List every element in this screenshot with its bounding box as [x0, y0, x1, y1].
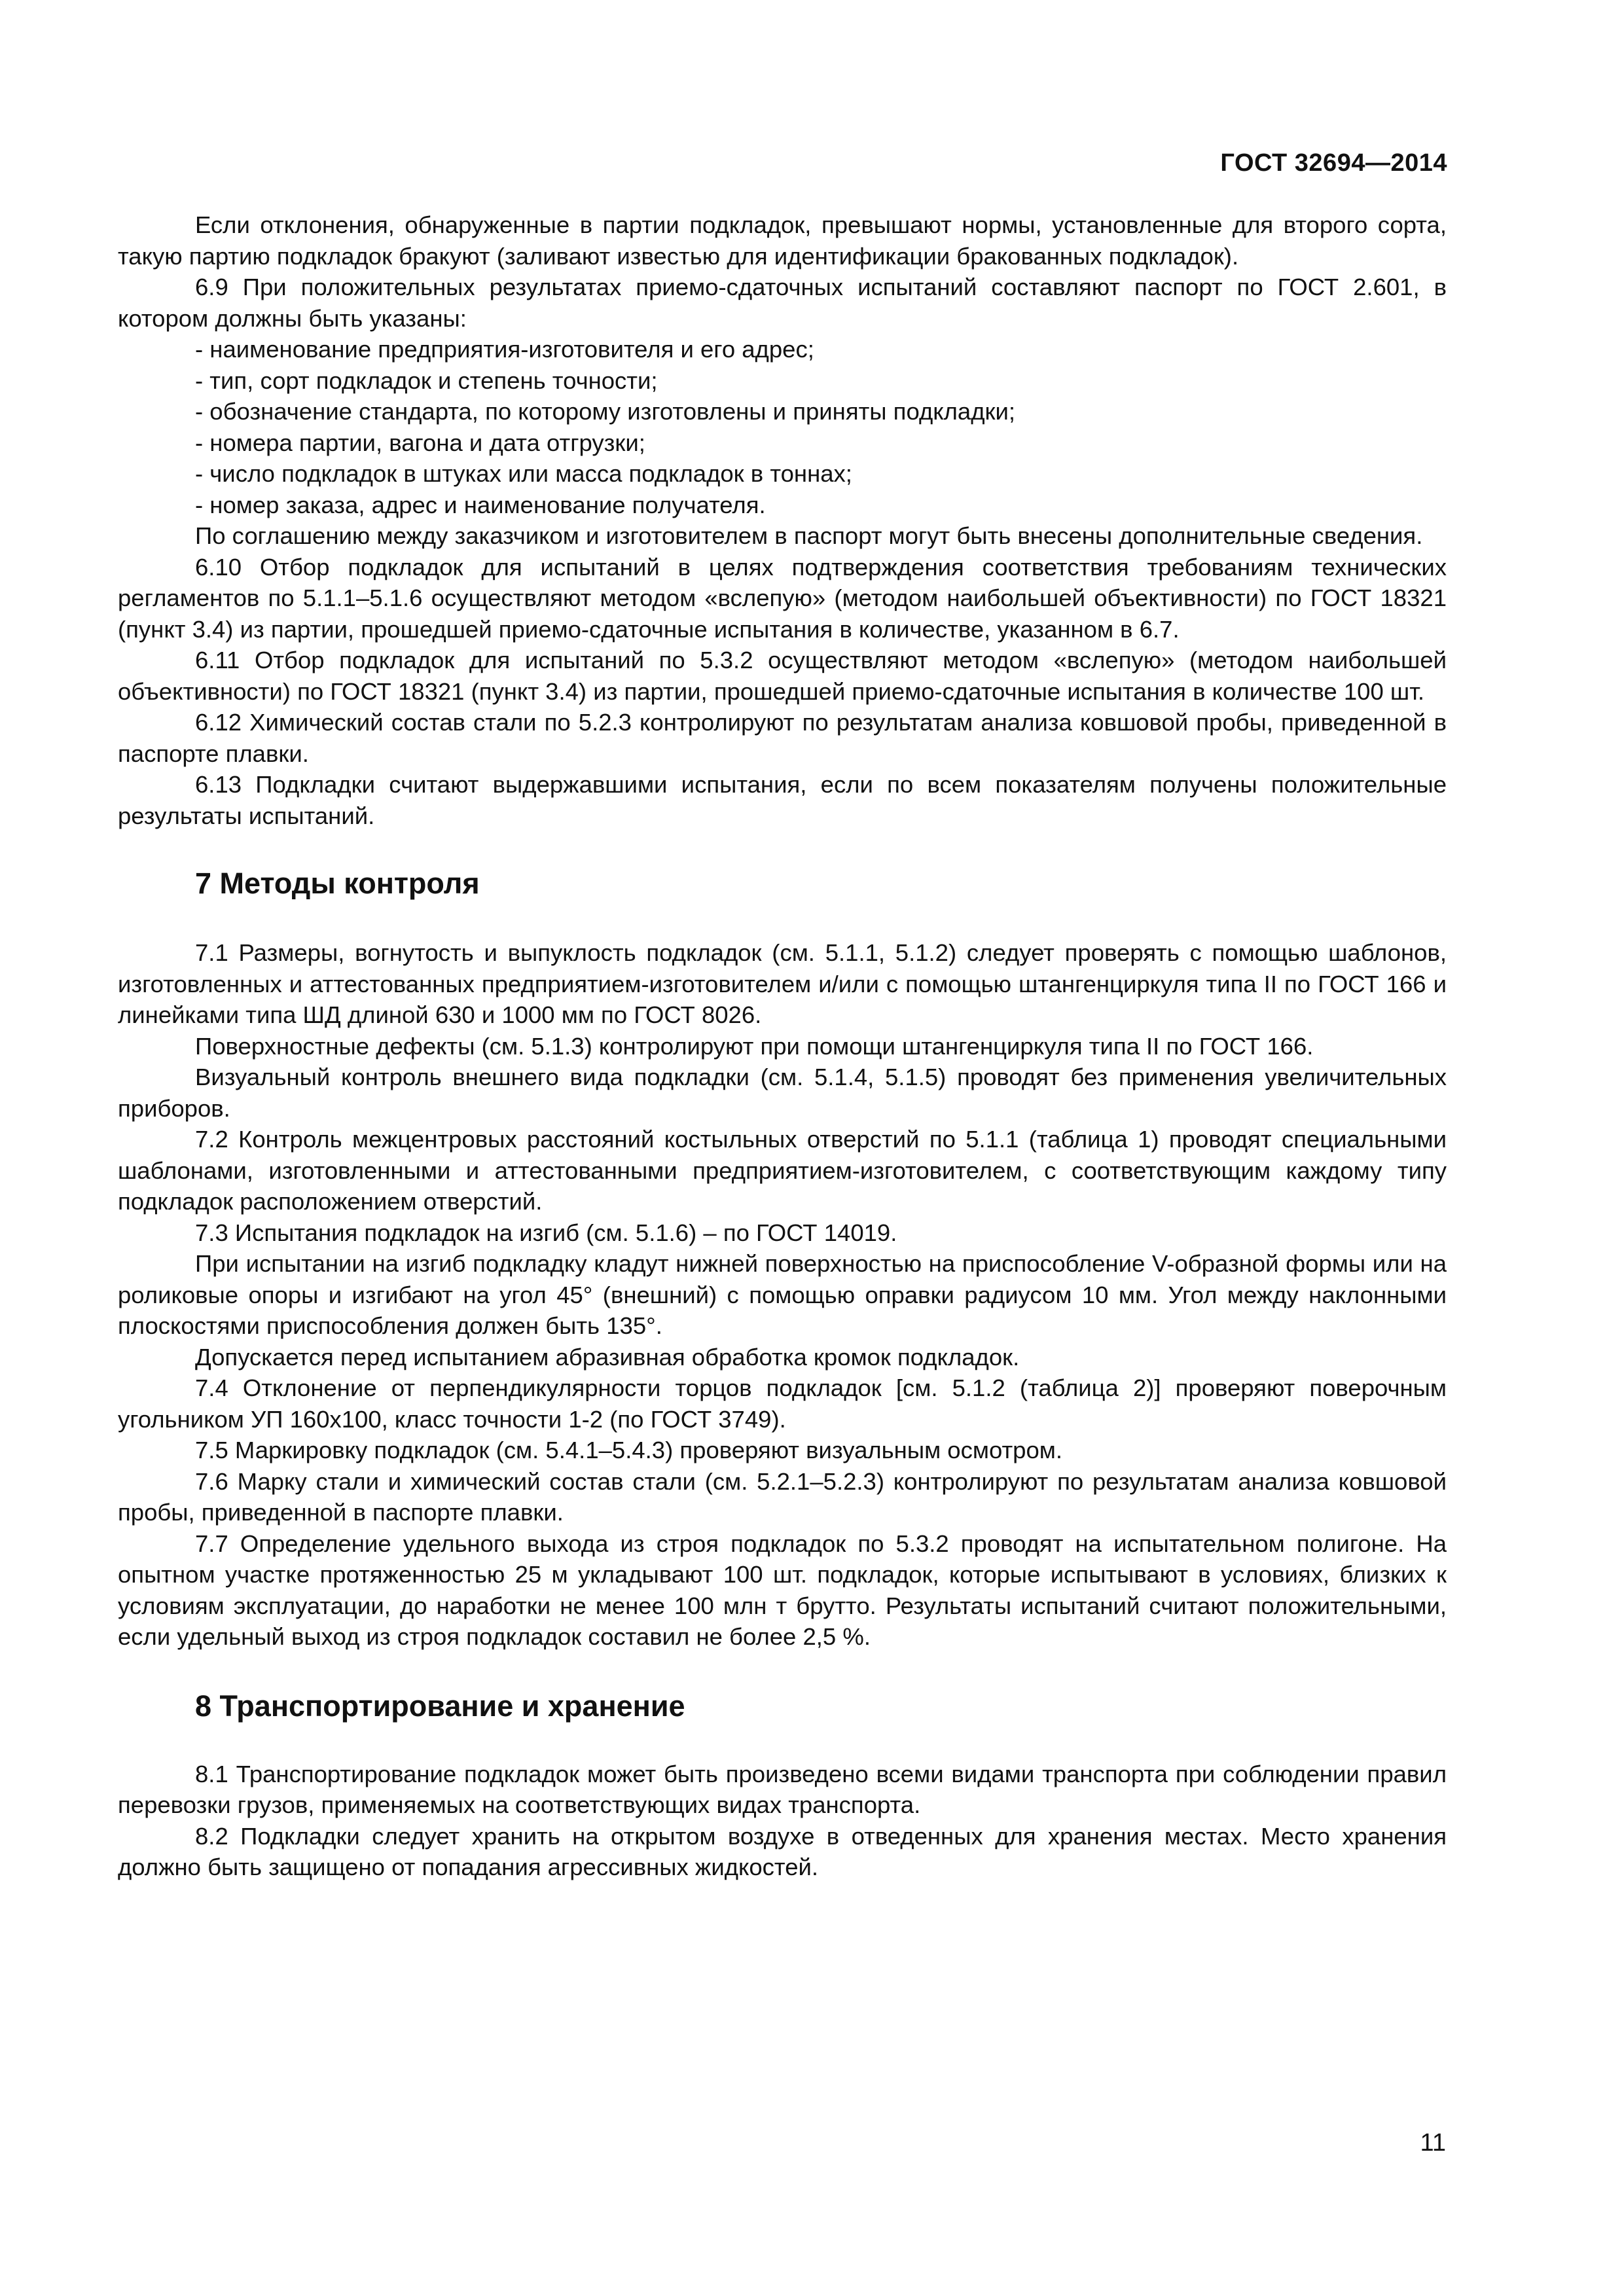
list-item: - число подкладок в штуках или масса подкладок в тоннах; [195, 460, 852, 487]
paragraph-7-7: 7.7 Определение удельного выхода из строя подкладок по 5.3.2 проводят на испытательном полигоне. На опытном участке протяженностью 25 м укладывают 100 шт. подкладок, которые испытывают в условиях, близких к условиям эксплуатации, до наработки не менее 100 млн т брутто. Результаты испытаний считают положительными, если удельный выход из строя подкладок составил не более 2,5 %. [118, 1530, 1447, 1650]
paragraph-8-2: 8.2 Подкладки следует хранить на открытом воздухе в отведенных для хранения местах. Место хранения должно быть защищено от попадания агрессивных жидкостей. [118, 1822, 1447, 1880]
paragraph-6-10: 6.10 Отбор подкладок для испытаний в целях подтверждения соответствия требованиям технических регламентов по 5.1.1–5.1.6 осуществляют методом «вслепую» (методом наибольшей объективности) по ГОСТ 18321 (пункт 3.4) из партии, прошедшей приемо-сдаточные испытания в количестве, указанном в 6.7. [118, 553, 1447, 643]
paragraph-7-3-abrasive: Допускается перед испытанием абразивная обработка кромок подкладок. [195, 1343, 1020, 1371]
document-header: ГОСТ 32694—2014 [1220, 149, 1447, 177]
list-item: - наименование предприятия-изготовителя и его адрес; [195, 336, 814, 363]
paragraph-7-1-visual: Визуальный контроль внешнего вида подкладки (см. 5.1.4, 5.1.5) проводят без применения увеличительных приборов. [118, 1064, 1447, 1122]
page-number: 11 [1420, 2129, 1446, 2157]
paragraph-intro: Если отклонения, обнаруженные в партии подкладок, превышают нормы, установленные для второго сорта, такую партию подкладок бракуют (заливают известью для идентификации бракованных подкладок). [118, 211, 1447, 270]
list-item: - тип, сорт подкладок и степень точности; [195, 367, 658, 394]
paragraph-6-11: 6.11 Отбор подкладок для испытаний по 5.3.2 осуществляют методом «вслепую» (методом наибольшей объективности) по ГОСТ 18321 (пункт 3.4) из партии, прошедшей приемо-сдаточные испытания в количестве 100 шт. [118, 647, 1447, 705]
list-item: - номера партии, вагона и дата отгрузки; [195, 429, 645, 456]
document-body [118, 209, 1447, 1883]
paragraph-7-2: 7.2 Контроль межцентровых расстояний костыльных отверстий по 5.1.1 (таблица 1) проводят специальными шаблонами, изготовленными и аттестованными предприятием-изготовителем, с соответствующим каждому типу подкладок расположением отверстий. [118, 1126, 1447, 1215]
paragraph-6-12: 6.12 Химический состав стали по 5.2.3 контролируют по результатам анализа ковшовой пробы, приведенной в паспорте плавки. [118, 709, 1447, 767]
paragraph-7-6: 7.6 Марку стали и химический состав стали (см. 5.2.1–5.2.3) контролируют по результатам анализа ковшовой пробы, приведенной в паспорте плавки. [118, 1467, 1447, 1526]
section-8-heading: 8 Транспортирование и хранение [195, 1689, 685, 1723]
list-6-9 [118, 334, 1447, 520]
paragraph-6-9: 6.9 При положительных результатах приемо-сдаточных испытаний составляют паспорт по ГОСТ 2.601, в котором должны быть указаны: [118, 274, 1447, 332]
paragraph-7-3: 7.3 Испытания подкладок на изгиб (см. 5.1.6) – по ГОСТ 14019. [195, 1219, 897, 1246]
paragraph-7-4: 7.4 Отклонение от перпендикулярности торцов подкладок [см. 5.1.2 (таблица 2)] проверяют поверочным угольником УП 160х100, класс точности 1-2 (по ГОСТ 3749). [118, 1374, 1447, 1433]
list-item: - номер заказа, адрес и наименование получателя. [195, 491, 766, 518]
paragraph-7-3-bend: При испытании на изгиб подкладку кладут нижней поверхностью на приспособление V-образной формы или на роликовые опоры и изгибают на угол 45° (внешний) с помощью оправки радиусом 10 мм. Угол между наклонными плоскостями приспособления должен быть 135°. [118, 1250, 1447, 1339]
list-item: - обозначение стандарта, по которому изготовлены и приняты подкладки; [195, 398, 1016, 425]
paragraph-7-5: 7.5 Маркировку подкладок (см. 5.4.1–5.4.3) проверяют визуальным осмотром. [195, 1437, 1062, 1463]
paragraph-7-1: 7.1 Размеры, вогнутость и выпуклость подкладок (см. 5.1.1, 5.1.2) следует проверять с помощью шаблонов, изготовленных и аттестованных предприятием-изготовителем и/или с помощью штангенциркуля типа II по ГОСТ 166 и линейками типа ШД длиной 630 и 1000 мм по ГОСТ 8026. [118, 939, 1447, 1028]
section-7-heading: 7 Методы контроля [195, 867, 480, 900]
paragraph-7-1-surface: Поверхностные дефекты (см. 5.1.3) контролируют при помощи штангенциркуля типа II по ГОСТ 166. [195, 1032, 1314, 1060]
paragraph-6-13: 6.13 Подкладки считают выдержавшими испытания, если по всем показателям получены положительные результаты испытаний. [118, 771, 1447, 829]
paragraph-agreement: По соглашению между заказчиком и изготовителем в паспорт могут быть внесены дополнительные сведения. [195, 522, 1423, 549]
paragraph-8-1: 8.1 Транспортирование подкладок может быть произведено всеми видами транспорта при соблюдении правил перевозки грузов, применяемых на соответствующих видах транспорта. [118, 1760, 1447, 1818]
